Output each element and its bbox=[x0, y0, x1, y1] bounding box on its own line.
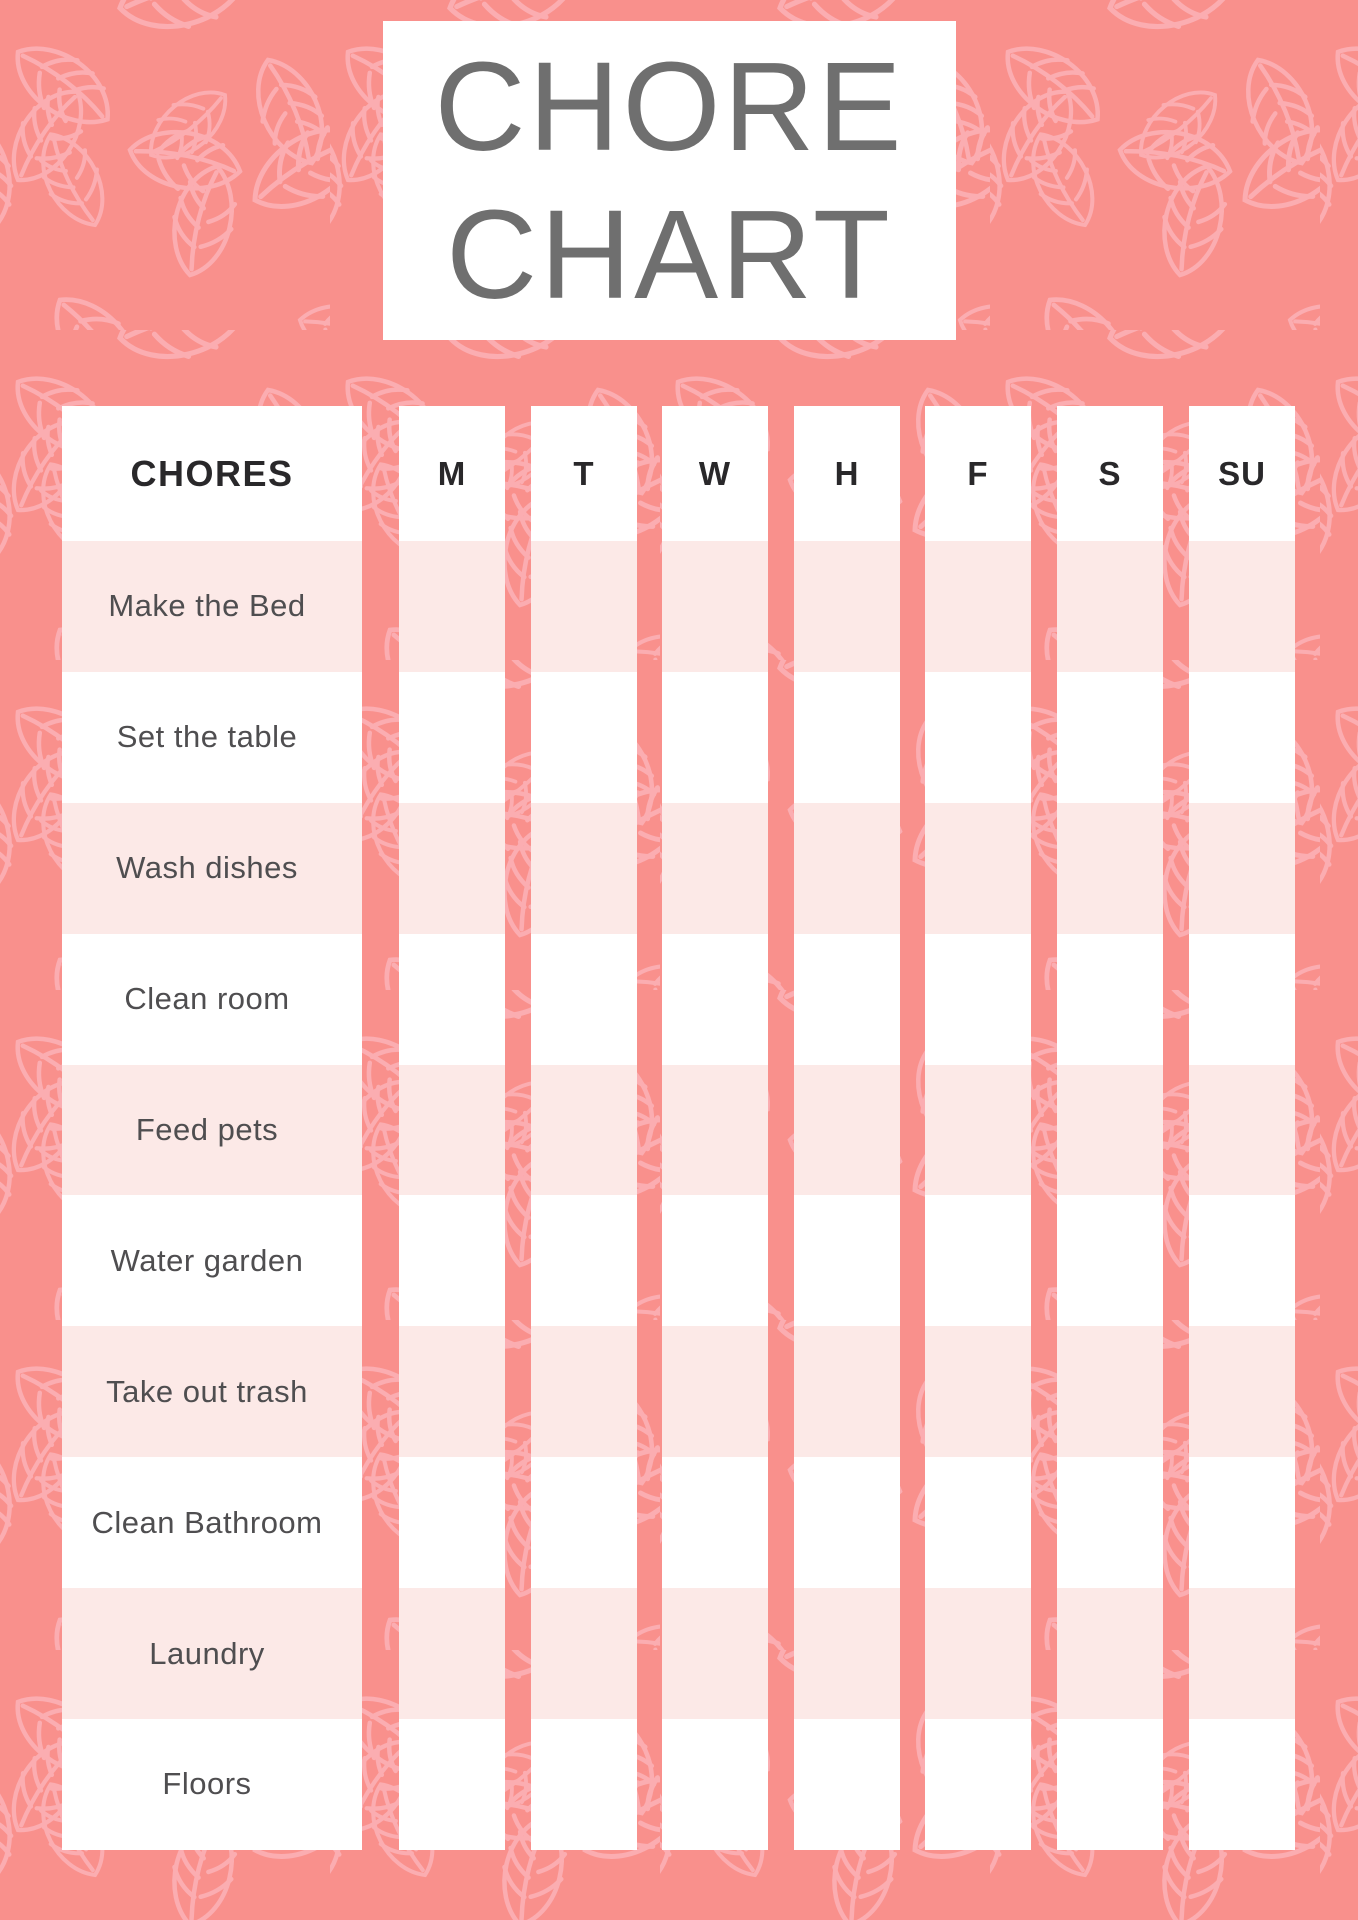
day-cell bbox=[1189, 1195, 1295, 1326]
day-cell bbox=[662, 934, 768, 1065]
chore-label-floors: Floors bbox=[162, 1766, 252, 1802]
day-header-friday: F bbox=[925, 406, 1031, 541]
day-cell bbox=[1189, 1326, 1295, 1457]
day-cell bbox=[1057, 1195, 1163, 1326]
chores-column-header: CHORES bbox=[62, 406, 362, 541]
day-cell bbox=[925, 1195, 1031, 1326]
page-title-line-1: CHORE bbox=[434, 35, 905, 177]
day-cell bbox=[399, 1457, 505, 1588]
day-cell bbox=[794, 541, 900, 672]
day-cell bbox=[1189, 1719, 1295, 1850]
chore-row-wash-dishes bbox=[62, 803, 362, 934]
day-header-sunday: SU bbox=[1189, 406, 1295, 541]
day-cell bbox=[399, 934, 505, 1065]
day-header-tuesday: T bbox=[531, 406, 637, 541]
chore-label-set-the-table: Set the table bbox=[116, 719, 298, 755]
day-cell bbox=[925, 1719, 1031, 1850]
day-cell bbox=[531, 934, 637, 1065]
day-cell bbox=[1057, 1065, 1163, 1196]
day-column-wednesday bbox=[662, 406, 768, 1850]
day-cell bbox=[1057, 672, 1163, 803]
day-cell bbox=[531, 1065, 637, 1196]
chore-row-feed-pets bbox=[62, 1065, 362, 1196]
chore-label-wash-dishes: Wash dishes bbox=[116, 850, 298, 886]
day-column-sunday bbox=[1189, 406, 1295, 1850]
title-box bbox=[383, 21, 956, 340]
day-cell bbox=[399, 541, 505, 672]
chore-row-clean-bathroom bbox=[62, 1457, 362, 1588]
day-header-thursday: H bbox=[794, 406, 900, 541]
chore-label-make-the-bed: Make the Bed bbox=[108, 588, 306, 624]
chore-row-set-the-table bbox=[62, 672, 362, 803]
day-cell bbox=[662, 1588, 768, 1719]
day-column-thursday bbox=[794, 406, 900, 1850]
day-cell bbox=[1057, 934, 1163, 1065]
day-cell bbox=[925, 672, 1031, 803]
day-header-saturday: S bbox=[1057, 406, 1163, 541]
day-cell bbox=[662, 803, 768, 934]
chore-label-clean-bathroom: Clean Bathroom bbox=[91, 1504, 323, 1540]
chore-row-laundry bbox=[62, 1588, 362, 1719]
day-cell bbox=[531, 1195, 637, 1326]
day-cell bbox=[1057, 1457, 1163, 1588]
day-cell bbox=[1189, 1588, 1295, 1719]
chore-label-laundry: Laundry bbox=[149, 1635, 265, 1671]
day-cell bbox=[531, 1588, 637, 1719]
day-cell bbox=[794, 1588, 900, 1719]
chore-row-take-out-trash bbox=[62, 1326, 362, 1457]
day-column-friday bbox=[925, 406, 1031, 1850]
day-cell bbox=[1189, 672, 1295, 803]
day-cell bbox=[794, 1457, 900, 1588]
day-column-tuesday bbox=[531, 406, 637, 1850]
day-cell bbox=[531, 1719, 637, 1850]
day-cell bbox=[794, 1326, 900, 1457]
day-cell bbox=[1057, 803, 1163, 934]
day-column-monday bbox=[399, 406, 505, 1850]
day-cell bbox=[794, 934, 900, 1065]
day-cell bbox=[1189, 541, 1295, 672]
day-cell bbox=[1057, 541, 1163, 672]
day-cell bbox=[662, 1326, 768, 1457]
day-cell bbox=[399, 1326, 505, 1457]
page-title-line-2: CHART bbox=[446, 183, 893, 325]
day-cell bbox=[399, 803, 505, 934]
day-column-saturday bbox=[1057, 406, 1163, 1850]
day-header-wednesday: W bbox=[662, 406, 768, 541]
day-cell bbox=[1189, 934, 1295, 1065]
day-cell bbox=[399, 1195, 505, 1326]
chore-row-clean-room bbox=[62, 934, 362, 1065]
day-cell bbox=[531, 803, 637, 934]
day-cell bbox=[1189, 1457, 1295, 1588]
day-cell bbox=[1189, 803, 1295, 934]
day-cell bbox=[399, 672, 505, 803]
chore-label-water-garden: Water garden bbox=[110, 1242, 304, 1278]
chore-label-take-out-trash: Take out trash bbox=[106, 1373, 308, 1409]
day-cell bbox=[1057, 1588, 1163, 1719]
day-cell bbox=[794, 672, 900, 803]
chore-row-water-garden bbox=[62, 1195, 362, 1326]
day-cell bbox=[794, 1065, 900, 1196]
day-cell bbox=[531, 541, 637, 672]
day-cell bbox=[662, 1457, 768, 1588]
chore-row-make-the-bed bbox=[62, 541, 362, 672]
day-cell bbox=[531, 1457, 637, 1588]
day-cell bbox=[531, 1326, 637, 1457]
day-cell bbox=[925, 1457, 1031, 1588]
day-cell bbox=[399, 1065, 505, 1196]
chore-label-clean-room: Clean room bbox=[124, 981, 290, 1017]
day-cell bbox=[794, 1719, 900, 1850]
day-cell bbox=[1057, 1719, 1163, 1850]
day-cell bbox=[662, 672, 768, 803]
day-cell bbox=[925, 1065, 1031, 1196]
day-cell bbox=[531, 672, 637, 803]
day-cell bbox=[794, 1195, 900, 1326]
chores-column bbox=[62, 406, 362, 1850]
day-cell bbox=[662, 1065, 768, 1196]
chore-label-feed-pets: Feed pets bbox=[135, 1112, 279, 1147]
day-cell bbox=[925, 934, 1031, 1065]
day-cell bbox=[662, 1195, 768, 1326]
day-cell bbox=[399, 1719, 505, 1850]
day-cell bbox=[662, 1719, 768, 1850]
day-cell bbox=[925, 1326, 1031, 1457]
day-cell bbox=[925, 803, 1031, 934]
day-cell bbox=[1189, 1065, 1295, 1196]
chore-row-floors bbox=[62, 1719, 362, 1850]
day-cell bbox=[794, 803, 900, 934]
day-cell bbox=[399, 1588, 505, 1719]
day-cell bbox=[1057, 1326, 1163, 1457]
day-header-monday: M bbox=[399, 406, 505, 541]
day-cell bbox=[925, 1588, 1031, 1719]
day-cell bbox=[925, 541, 1031, 672]
day-cell bbox=[662, 541, 768, 672]
